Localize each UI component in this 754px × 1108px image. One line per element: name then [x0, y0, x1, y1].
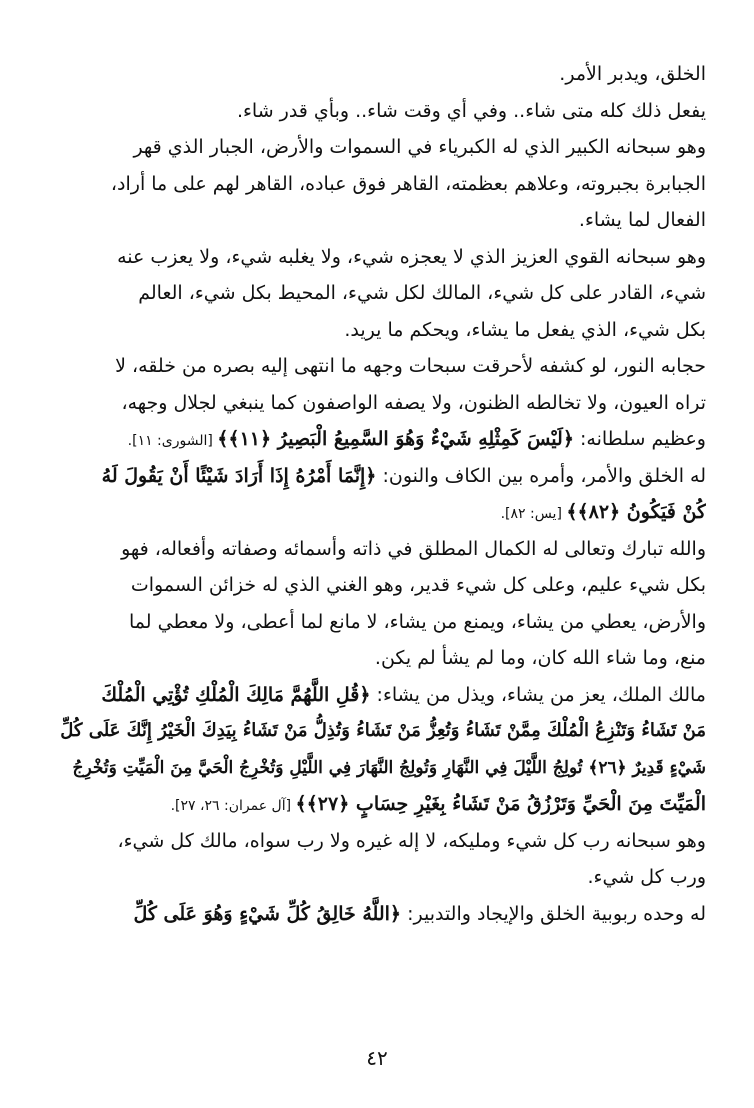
text-line: [58, 129, 706, 166]
quran-verse: مَنْ تَشَاءُ وَتَنْزِعُ الْمُلْكَ مِمَّنْ تَشَاءُ وَتُعِزُّ مَنْ تَشَاءُ وَتُذِلُّ مَنْ تَشَاءُ بِيَدِكَ الْخَيْرُ إِنَّكَ عَلَى كُلِّ: [60, 720, 706, 741]
line-text: الجبابرة بجبروته، وعلاهم بعظمته، القاهر فوق عباده، القاهر لهم على ما أراد،: [110, 172, 706, 195]
text-line: [58, 823, 706, 860]
line-text: مالك الملك، يعز من يشاء، ويذل من يشاء:: [370, 683, 706, 706]
text-line: [58, 56, 706, 93]
text-line: [58, 421, 706, 458]
line-text: بكل شيء عليم، وعلى كل شيء قدير، وهو الغني الذي له خزائن السموات: [130, 574, 706, 596]
line-text: وهو سبحانه رب كل شيء ومليكه، لا إله غيره ولا رب سواه، مالك كل شيء،: [117, 829, 706, 852]
quran-verse: الْمَيِّتَ مِنَ الْحَيِّ وَتَرْزُقُ مَنْ تَشَاءُ بِغَيْرِ حِسَابٍ ﴿٢٧﴾﴾: [295, 793, 706, 815]
line-text: تراه العيون، ولا تخالطه الظنون، ولا يصفه الواصفون كما ينبغي لجلال وجهه،: [121, 391, 706, 414]
text-line: [58, 567, 706, 604]
line-text: يفعل ذلك كله متى شاء.. وفي أي وقت شاء.. وبأي قدر شاء.: [236, 99, 706, 122]
line-text: منع، وما شاء الله كان، وما لم يشأ لم يكن.: [374, 647, 706, 669]
line-text: والأرض، يعطي من يشاء، ويمنع من يشاء، لا مانع لما أعطى، ولا معطي لما: [129, 610, 706, 633]
text-line: [58, 275, 706, 312]
text-line: [58, 312, 706, 349]
text-line: [58, 239, 706, 276]
text-line: [58, 166, 706, 203]
document-page: [58, 56, 706, 1046]
line-text: له الخلق والأمر، وأمره بين الكاف والنون:: [376, 464, 706, 487]
text-line: [58, 93, 706, 130]
line-text: وعظيم سلطانه:: [573, 428, 706, 450]
text-line: [58, 786, 706, 823]
text-line: [58, 896, 706, 933]
line-text: والله تبارك وتعالى له الكمال المطلق في ذاته وأسمائه وصفاته وأفعاله، فهو: [121, 537, 706, 560]
text-line: [58, 348, 706, 385]
text-line: [58, 385, 706, 422]
line-text: بكل شيء، الذي يفعل ما يشاء، ويحكم ما يريد.: [344, 318, 706, 341]
text-line: [58, 604, 706, 641]
page-number: ٤٢: [366, 1046, 388, 1070]
line-text: الخلق، ويدبر الأمر.: [559, 63, 706, 85]
text-line: [58, 640, 706, 677]
quran-verse: شَيْءٍ قَدِيرٌ ﴿٢٦﴾ تُولِجُ اللَّيْلَ فِي النَّهَارِ وَتُولِجُ النَّهَارَ فِي اللَّيْلِ وَتُخْرِجُ الْحَيَّ مِنَ الْمَيِّتِ وَتُخْرِجُ: [72, 757, 706, 778]
verse-reference: [يس: ٨٢].: [500, 506, 567, 522]
text-line: [58, 859, 706, 896]
text-line: [58, 713, 706, 750]
quran-verse: كُنْ فَيَكُونُ ﴿٨٢﴾﴾: [566, 501, 706, 523]
line-text: وهو سبحانه القوي العزيز الذي لا يعجزه شيء، ولا يغلبه شيء، ولا يعزب عنه: [117, 245, 706, 268]
text-line: [58, 494, 706, 531]
text-line: [58, 202, 706, 239]
text-line: [58, 531, 706, 568]
quran-verse: ﴿لَيْسَ كَمِثْلِهِ شَيْءٌ وَهُوَ السَّمِيعُ الْبَصِيرُ ﴿١١﴾﴾: [217, 428, 574, 450]
line-text: شيء، القادر على كل شيء، المالك لكل شيء، المحيط بكل شيء، العالم: [138, 282, 706, 304]
verse-reference: [الشورى: ١١].: [127, 433, 218, 449]
line-text: حجابه النور، لو كشفه لأحرقت سبحات وجهه ما انتهى إليه بصره من خلقه، لا: [115, 355, 706, 377]
line-text: وهو سبحانه الكبير الذي له الكبرياء في السموات والأرض، الجبار الذي قهر: [133, 136, 706, 158]
verse-reference: [آل عمران: ٢٦، ٢٧].: [170, 798, 296, 814]
line-text: له وحده ربوبية الخلق والإيجاد والتدبير:: [401, 902, 706, 925]
line-text: ورب كل شيء.: [587, 866, 706, 888]
text-line: [58, 677, 706, 714]
quran-verse: ﴿اللَّهُ خَالِقُ كُلِّ شَيْءٍ وَهُوَ عَلَى كُلِّ: [133, 902, 402, 925]
quran-verse: ﴿قُلِ اللَّهُمَّ مَالِكَ الْمُلْكِ تُؤْتِي الْمُلْكَ: [101, 683, 371, 706]
line-text: الفعال لما يشاء.: [578, 209, 706, 231]
text-line: [58, 458, 706, 495]
text-line: [58, 750, 706, 787]
quran-verse: ﴿إِنَّمَا أَمْرُهُ إِذَا أَرَادَ شَيْئًا أَنْ يَقُولَ لَهُ: [101, 464, 377, 487]
